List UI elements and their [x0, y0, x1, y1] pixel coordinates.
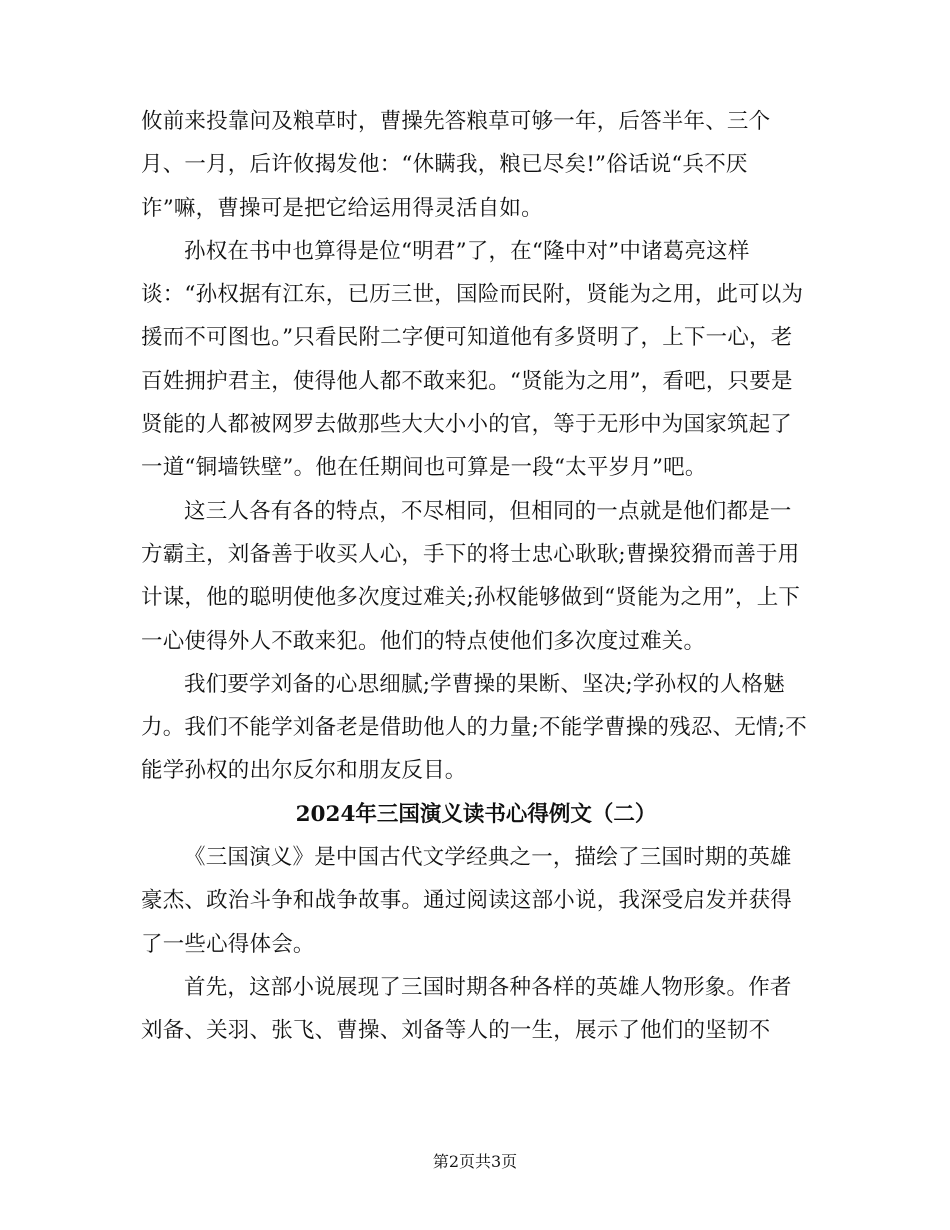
document-body: [141, 100, 811, 1053]
paragraph-5: 《三国演义》是中国古代文学经典之一，描绘了三国时期的英雄豪杰、政治斗争和战争故事。通过阅读这部小说，我深受启发并获得了一些心得体会。: [141, 845, 793, 957]
page-number-label: 第2页共3页: [432, 1152, 518, 1171]
paragraph-6: 首先，这部小说展现了三国时期各种各样的英雄人物形象。作者刘备、关羽、张飞、曹操、刘备等人的一生，展示了他们的坚韧不: [141, 974, 792, 1044]
paragraph-2: 孙权在书中也算得是位“明君”了，在“隆中对”中诸葛亮这样谈：“孙权据有江东，已历三世，国险而民附，贤能为之用，此可以为援而不可图也。”只看民附二字便可知道他有多贤明了，上下一心，老百姓拥护君主，使得他人都不敢来犯。“贤能为之用”，看吧，只要是贤能的人都被网罗去做那些大大小小的官，等于无形中为国家筑起了一道“铜墙铁壁”。他在任期间也可算是一段“太平岁月”吧。: [141, 238, 804, 481]
paragraph-3: 这三人各有各的特点，不尽相同，但相同的一点就是他们都是一方霸主，刘备善于收买人心，手下的将士忠心耿耿;曹操狡猾而善于用计谋，他的聪明使他多次度过难关;孙权能够做到“贤能为之用”，上下一心使得外人不敢来犯。他们的特点使他们多次度过难关。: [141, 498, 801, 654]
section-title: 2024年三国演义读书心得例文（二）: [295, 801, 657, 827]
paragraph-1: 攸前来投靠问及粮草时，曹操先答粮草可够一年，后答半年、三个月、一月，后许攸揭发他：“休瞒我，粮已尽矣!”俗话说“兵不厌诈”嘛，曹操可是把它给运用得灵活自如。: [141, 109, 771, 221]
page-footer: [0, 1150, 950, 1174]
paragraph-4: 我们要学刘备的心思细腻;学曹操的果断、坚决;学孙权的人格魅力。我们不能学刘备老是借助他人的力量;不能学曹操的残忍、无情;不能学孙权的出尔反尔和朋友反目。: [141, 671, 807, 784]
